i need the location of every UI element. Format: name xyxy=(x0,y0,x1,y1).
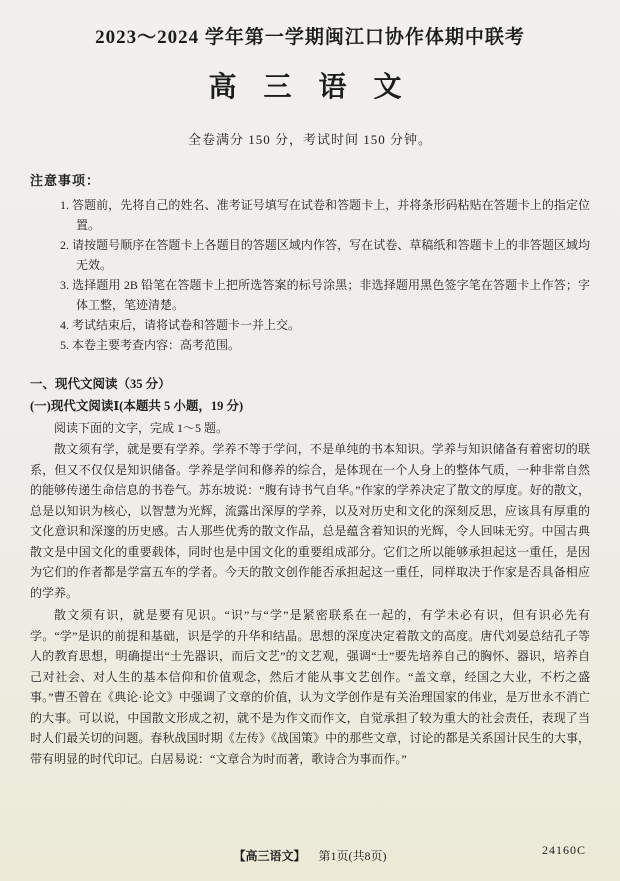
footer-paper-code: 24160C xyxy=(541,843,586,857)
notice-item: 5. 本卷主要考查内容：高考范围。 xyxy=(60,338,241,352)
exam-header-title: 2023～2024 学年第一学期闽江口协作体期中联考 xyxy=(95,27,525,48)
notice-item: 1. 答题前，先将自己的姓名、准考证号填写在试卷和答题卡上，并将条形码粘贴在答题卡上的指定位置。 xyxy=(60,198,590,232)
notice-item: 2. 请按题号顺序在答题卡上各题目的答题区域内作答，写在试卷、草稿纸和答题卡上的非答题区域均无效。 xyxy=(60,238,590,272)
notice-heading: 注意事项： xyxy=(30,173,101,188)
subject-title: 高 三 语 文 xyxy=(208,72,412,103)
page-footer xyxy=(0,843,620,867)
reading-intro-line: 阅读下面的文字，完成 1～5 题。 xyxy=(54,421,229,435)
reading-section xyxy=(30,373,590,769)
reading-paragraph: 散文须有识，就是要有见识。“识”与“学”是紧密联系在一起的，有学未必有识，但有识必先有学。“学”是识的前提和基础，识是学的升华和结晶。思想的深度决定着散文的高度。唐代刘晏总结孔子等人的教育思想，明确提出“士先器识，而后文艺”的文艺观，强调“士”要先培养自己的胸怀、器识，培养自己对社会、对人生的基本信仰和价值观念，然后才能从事文艺创作。“盖文章，经国之大业，不朽之盛事。”曹丕曾在《典论·论文》中强调了文章的价值，认为文学创作是有关治理国家的伟业，是万世永不消亡的大事。可以说，中国散文形成之初，就不是为作文而作文，自觉承担了较为重大的社会责任，表现了当时人们最关切的问题。春秋战国时期《左传》《战国策》中的那些文章，讨论的都是关系国计民生的大事，带有明显的时代印记。白居易说：“文章合为时而著，歌诗合为事而作。” xyxy=(30,608,590,766)
section-heading: 一、现代文阅读（35 分） xyxy=(30,377,171,391)
notice-item: 3. 选择题用 2B 铅笔在答题卡上把所选答案的标号涂黑；非选择题用黑色签字笔在答题卡上作答；字体工整，笔迹清楚。 xyxy=(60,278,590,312)
footer-subject-label: 【高三语文】 xyxy=(233,849,306,863)
notice-item: 4. 考试结束后，请将试卷和答题卡一并上交。 xyxy=(60,318,301,332)
reading-paragraph: 散文须有学，就是要有学养。学养不等于学问，不是单纯的书本知识。学养与知识储备有着密切的联系，但又不仅仅是知识储备。学养是学问和修养的综合，是体现在一个人身上的整体气质，一种非常自然的能够传递生命信息的书卷气。苏东坡说：“腹有诗书气自华。”作家的学养决定了散文的厚度。好的散文，总是以知识为核心，以智慧为光辉，流露出深厚的学养，以及对历史和文化的深刻反思，应该具有厚重的文化意识和深邃的历史感。古人那些优秀的散文作品，总是蕴含着知识的光辉，令人回味无穷。中国古典散文是中国文化的重要载体，同时也是中国文化的重要组成部分。它们之所以能够承担起这一重任，是因为它们的作者都是学富五车的学者。今天的散文创作能否承担起这一重任，同样取决于作家是否具备相应的学养。 xyxy=(30,442,590,600)
exam-info-line: 全卷满分 150 分，考试时间 150 分钟。 xyxy=(187,132,432,147)
notice-section xyxy=(30,170,590,355)
footer-page-number: 第1页(共8页) xyxy=(318,849,387,863)
notice-items xyxy=(30,195,590,355)
footer-center xyxy=(0,847,620,864)
section-subheading: (一)现代文阅读Ⅰ(本题共 5 小题，19 分) xyxy=(30,399,244,413)
